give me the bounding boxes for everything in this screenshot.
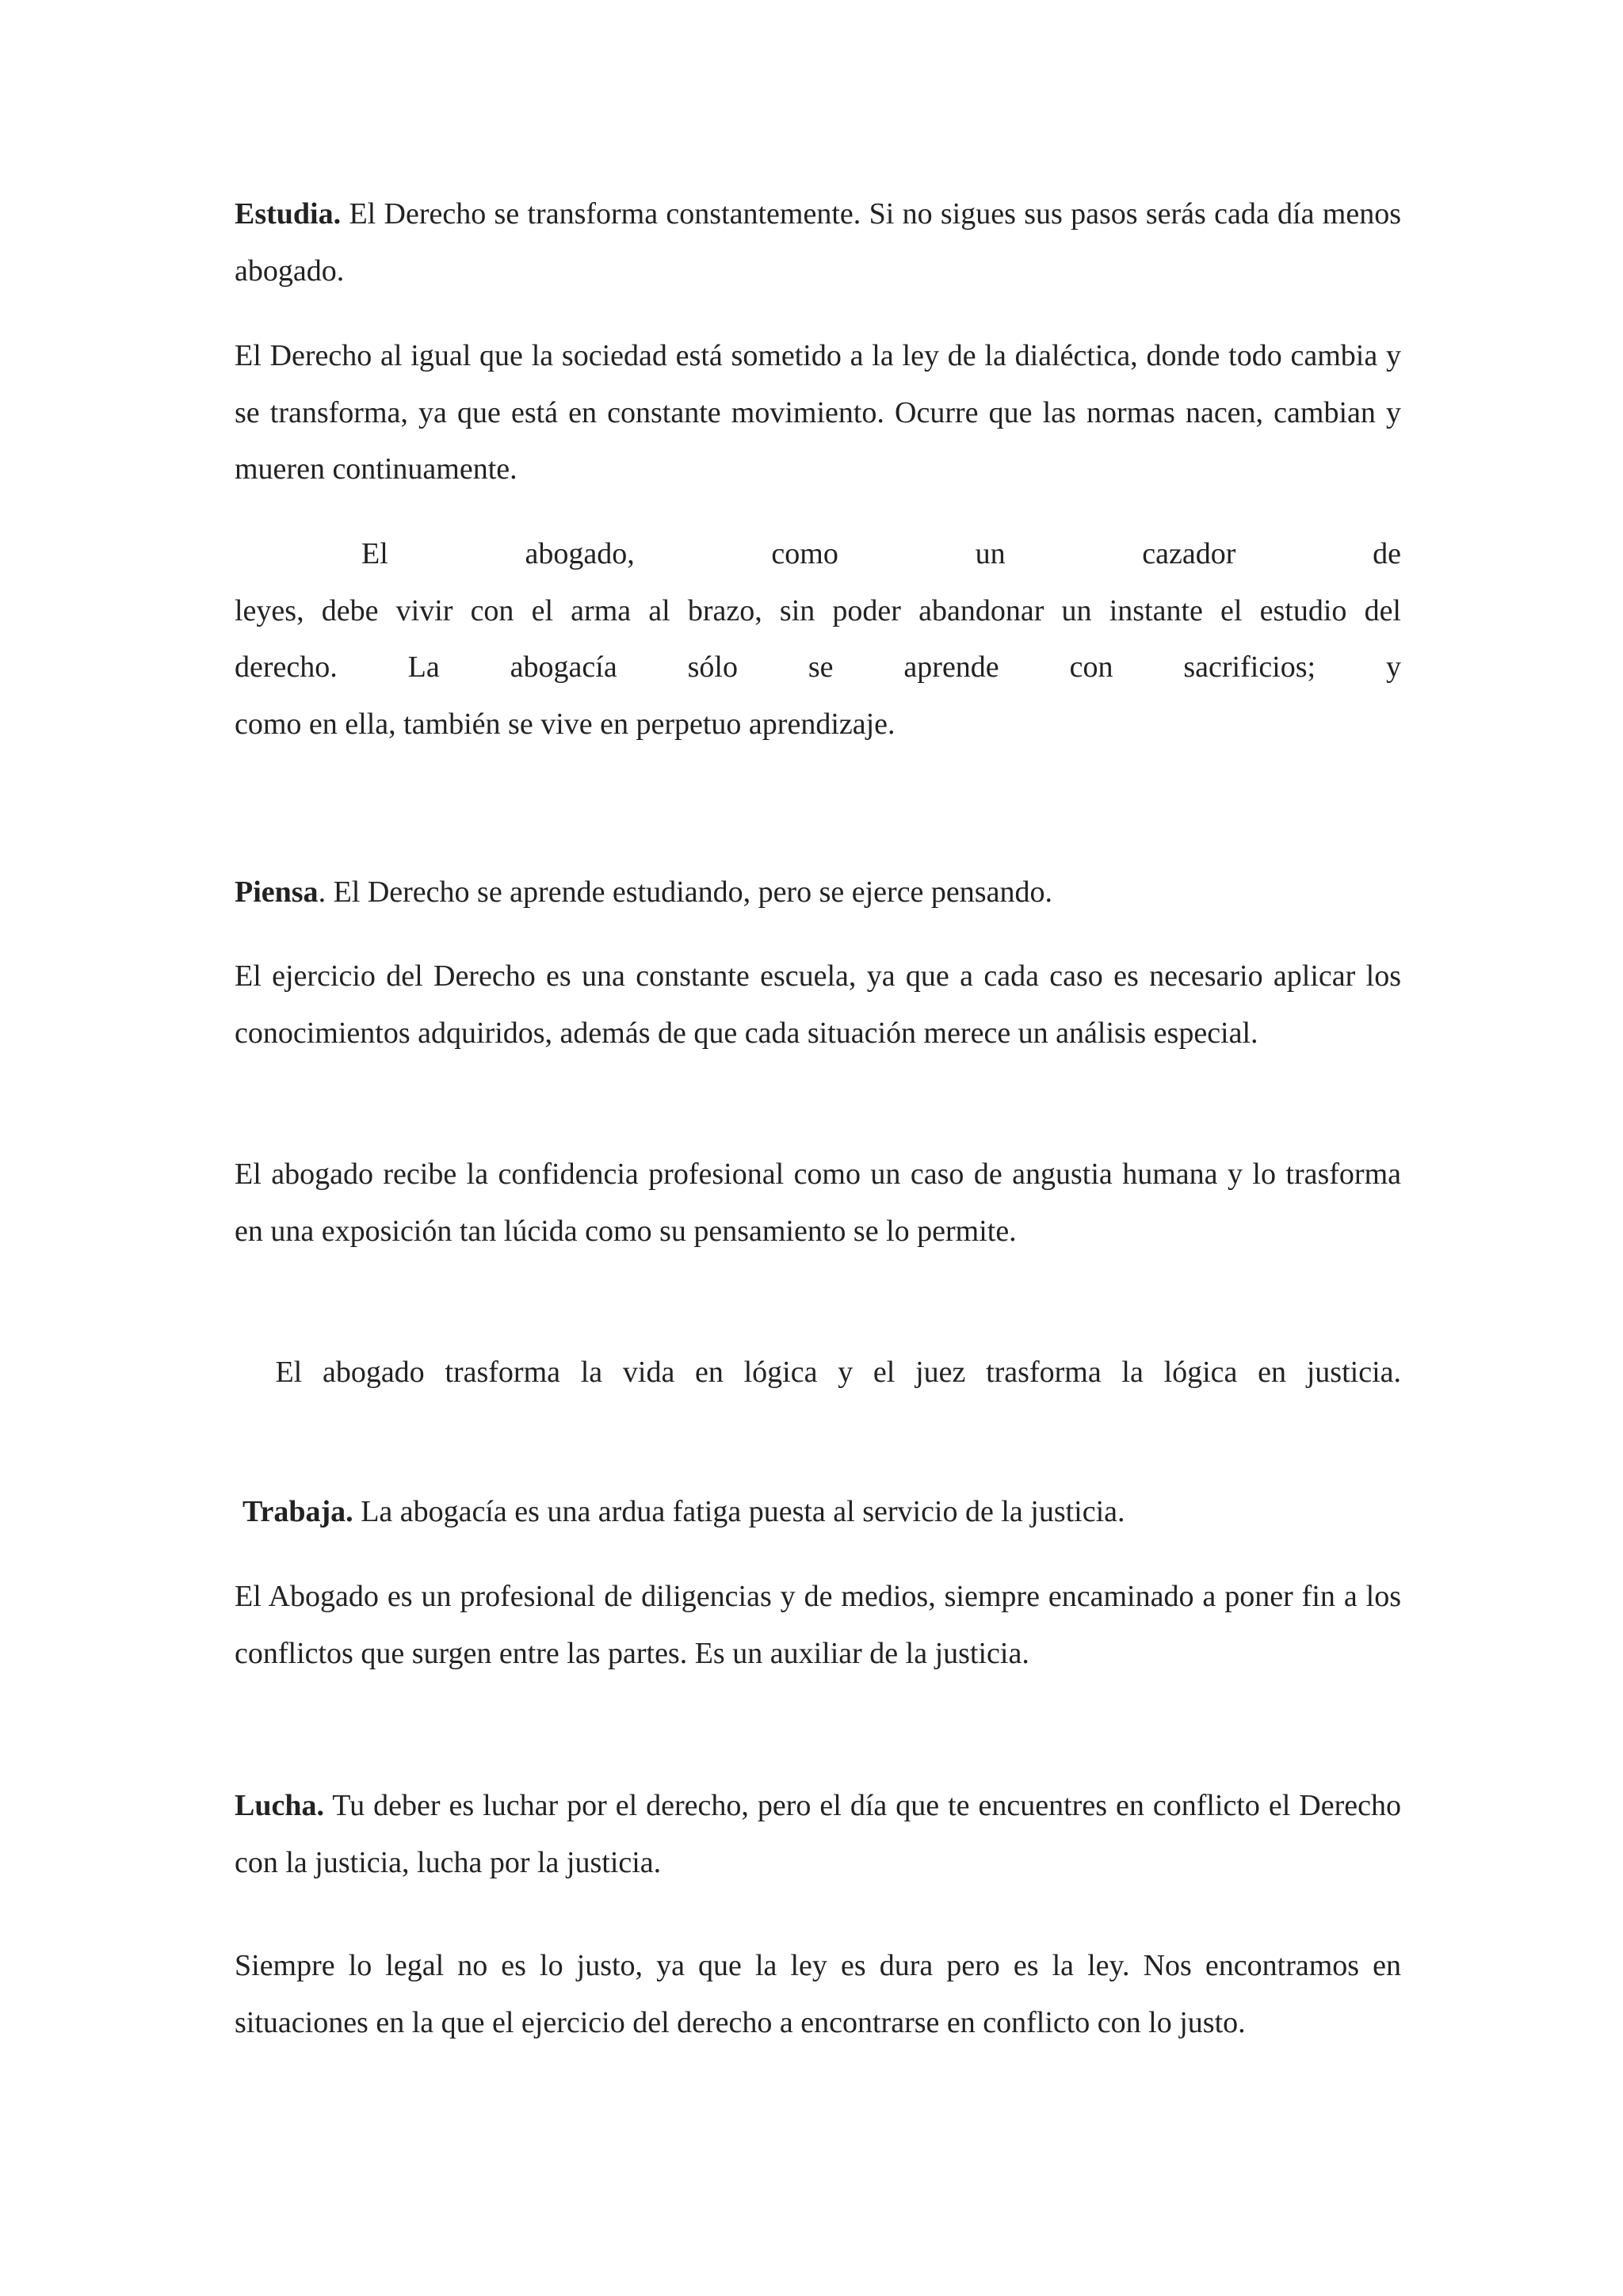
estudia-paragraph-2-line-1: El abogado, como un cazador de [361,537,1401,570]
trabaja-paragraph-1 [235,1569,1401,1682]
lucha-heading: Lucha. [235,1789,324,1822]
trabaja-intro-text: La abogacía es una ardua fatiga puesta al servicio de la justicia. [353,1495,1125,1528]
piensa-heading: Piensa [235,875,319,909]
estudia-intro-text: El Derecho se transforma constantemente. Si no sigues sus pasos serás cada día menos abogado. [235,197,1401,288]
estudia-paragraph-1 [235,328,1401,498]
estudia-paragraph-2-line-3: derecho. La abogacía sólo se aprende con sacrificios; y [235,650,1401,684]
trabaja-intro-paragraph [235,1484,1401,1541]
piensa-paragraph-2-text: El abogado recibe la confidencia profesional como un caso de angustia humana y lo trasforma en una exposición tan lúcida como su pensamiento se lo permite. [235,1158,1401,1248]
piensa-paragraph-3-text: El abogado trasforma la vida en lógica y el juez trasforma la lógica en justicia. [235,1356,1401,1389]
trabaja-heading: Trabaja. [242,1495,353,1528]
piensa-intro-paragraph [235,864,1401,921]
piensa-paragraph-3 [235,1344,1401,1402]
estudia-paragraph-2 [235,526,1401,753]
lucha-intro-text: Tu deber es luchar por el derecho, pero el día que te encuentres en conflicto el Derecho con la justicia, lucha por la justicia. [235,1789,1401,1879]
estudia-paragraph-1-text: El Derecho al igual que la sociedad está sometido a la ley de la dialéctica, donde todo cambia y se transforma, ya que está en constante movimiento. Ocurre que las normas nacen, cambian y mueren continuamente. [235,339,1401,486]
lucha-paragraph-1-text: Siempre lo legal no es lo justo, ya que la ley es dura pero es la ley. Nos encontramos en situaciones en la que el ejercicio del derecho a encontrarse en conflicto con lo justo. [235,1949,1401,2039]
piensa-paragraph-1 [235,948,1401,1062]
estudia-paragraph-2-line-4: como en ella, también se vive en perpetuo aprendizaje. [235,707,896,741]
lucha-paragraph-1 [235,1938,1401,2051]
trabaja-paragraph-1-text: El Abogado es un profesional de diligencias y de medios, siempre encaminado a poner fin a los conflictos que surgen entre las partes. Es un auxiliar de la justicia. [235,1580,1401,1670]
estudia-paragraph-2-line-2: leyes, debe vivir con el arma al brazo, sin poder abandonar un instante el estudio del [235,593,1401,627]
piensa-intro-text: . El Derecho se aprende estudiando, pero se ejerce pensando. [318,875,1052,909]
lucha-intro-paragraph [235,1778,1401,1891]
piensa-paragraph-1-text: El ejercicio del Derecho es una constante escuela, ya que a cada caso es necesario aplicar los conocimientos adquiridos, además de que cada situación merece un análisis especial. [235,959,1401,1050]
piensa-paragraph-2 [235,1146,1401,1260]
estudia-intro-paragraph [235,186,1401,299]
estudia-heading: Estudia. [235,197,342,231]
